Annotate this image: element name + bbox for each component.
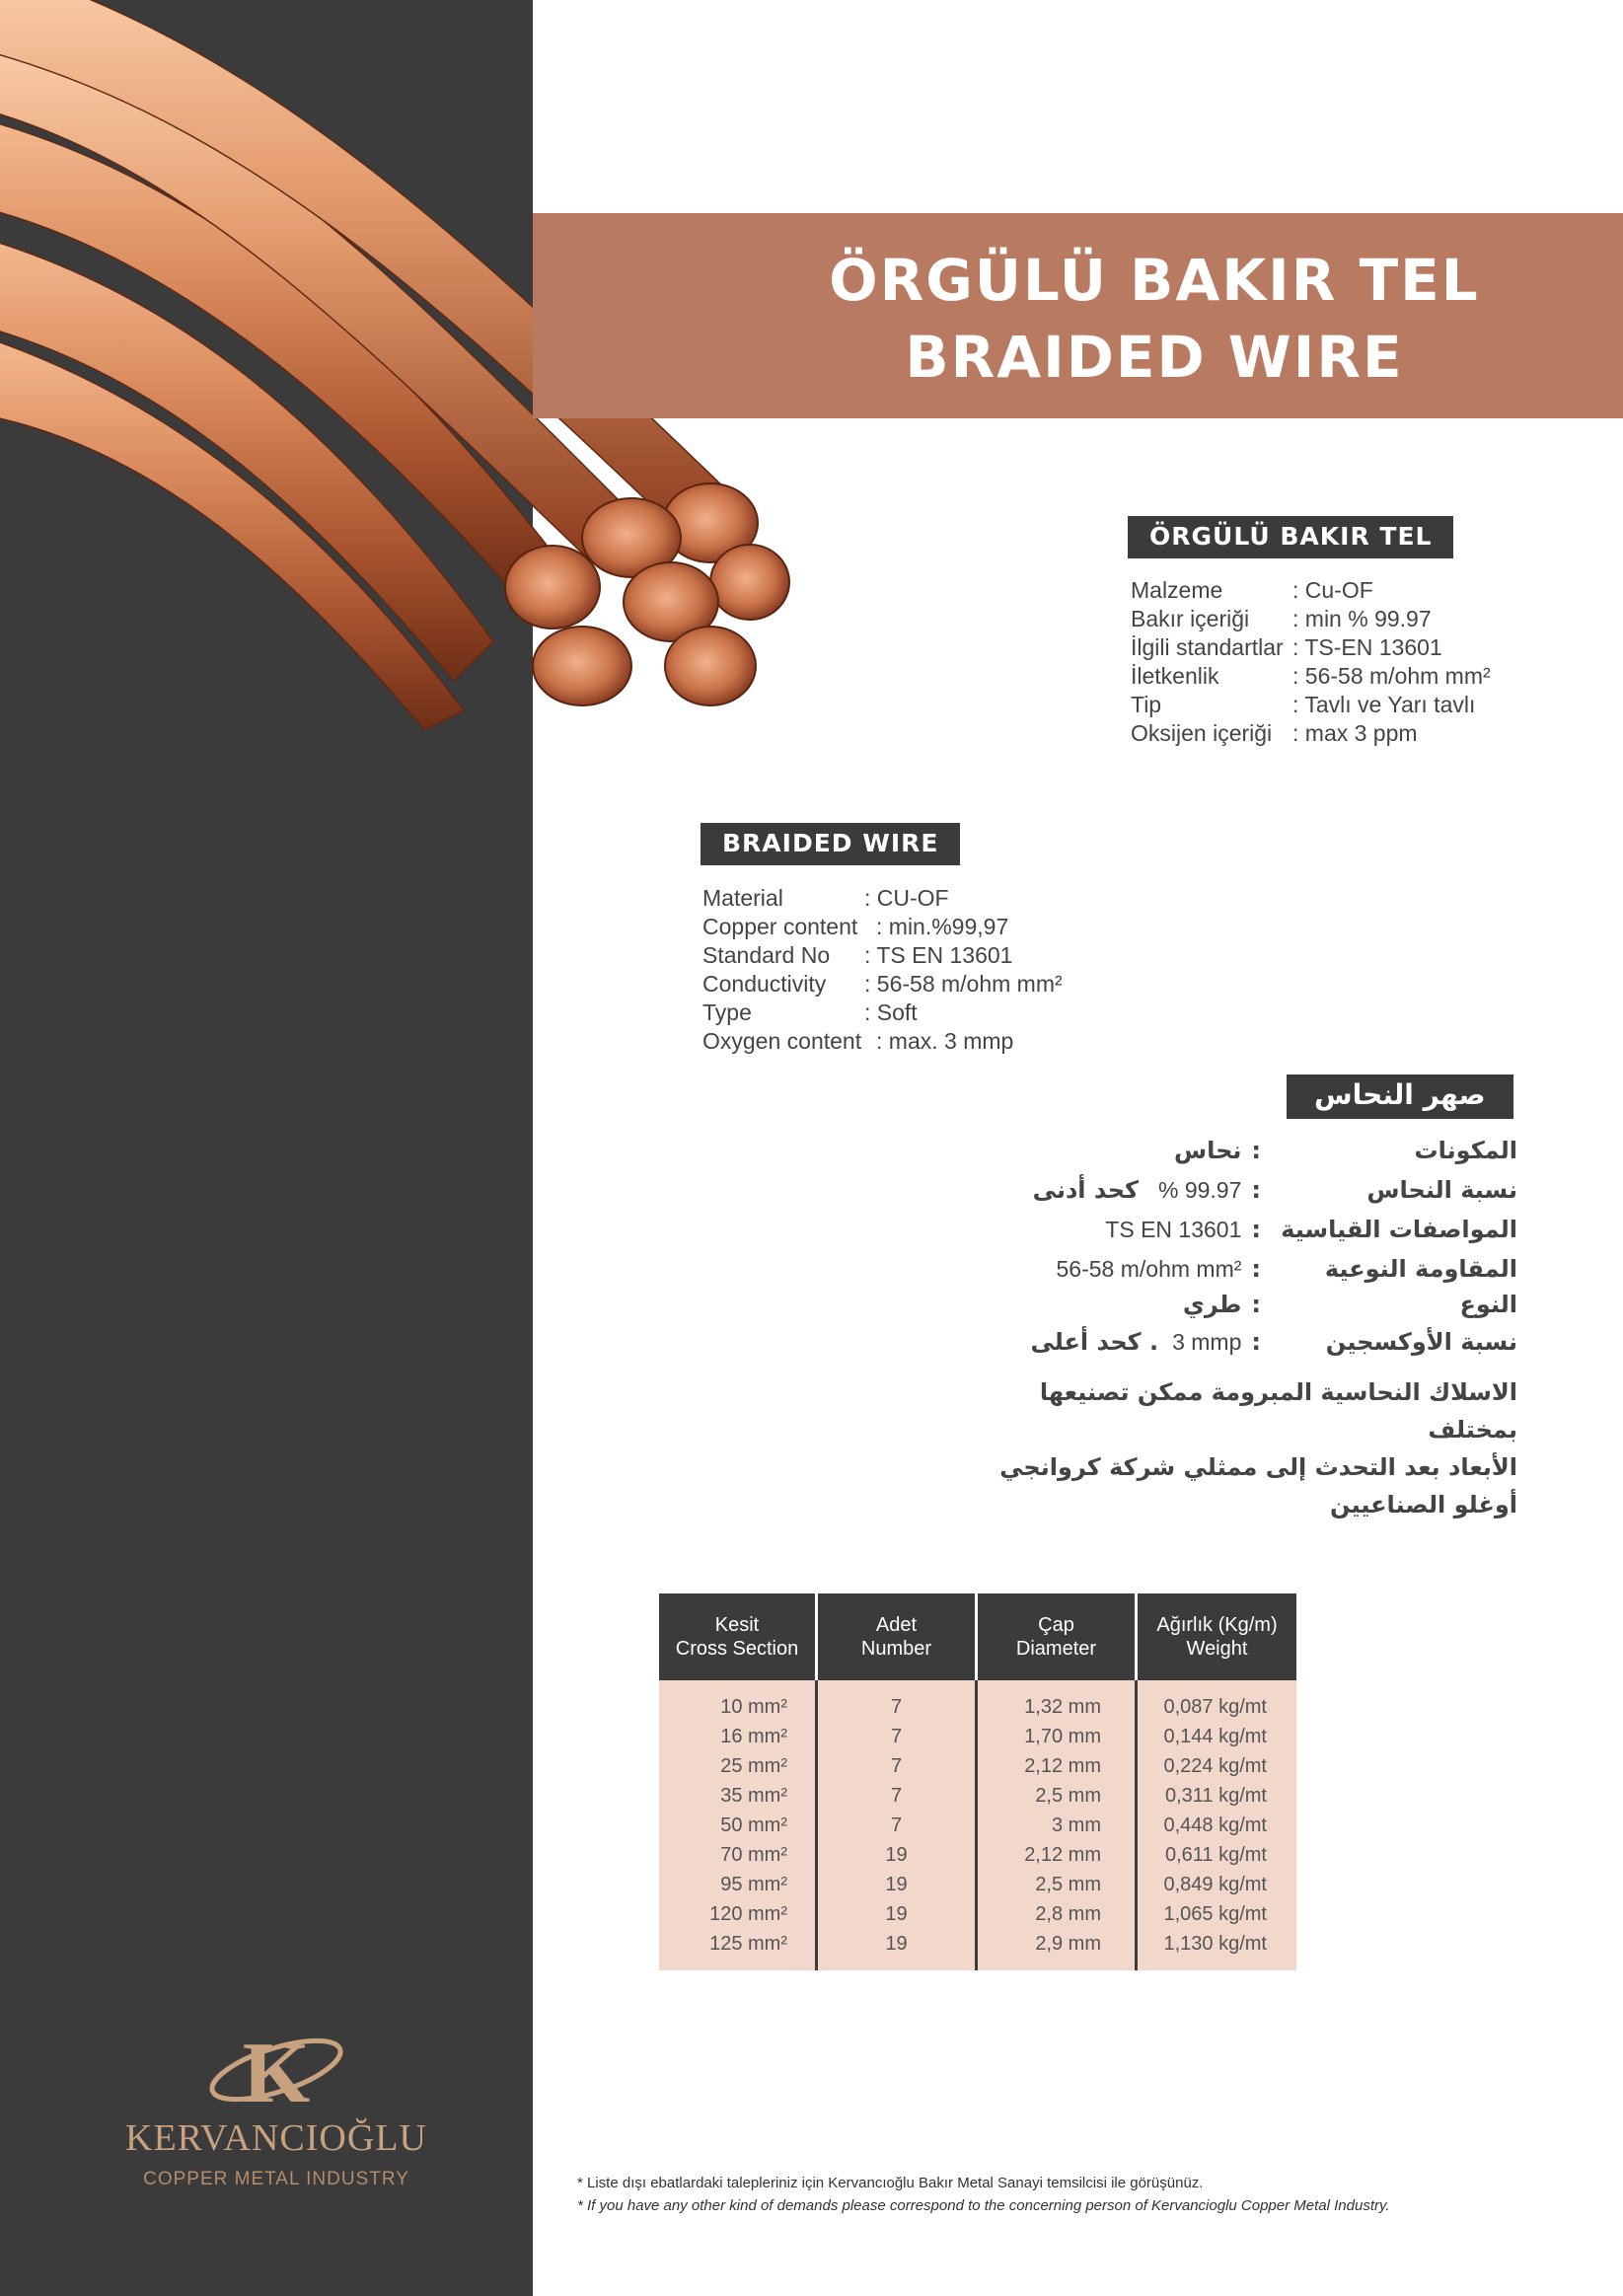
table-cell: 1,130 kg/mt [1137, 1929, 1297, 1970]
spec-label: Material [702, 885, 783, 911]
company-name: KERVANCIOĞLU [125, 2117, 427, 2159]
spec-value: : 56-58 m/ohm mm² [1292, 663, 1491, 689]
spec-value: : min % 99.97 [1292, 606, 1432, 631]
spec-value: : max. 3 mmp [876, 1028, 1014, 1054]
table-cell: 7 [817, 1811, 977, 1840]
arabic-spec-number: % 99.97 [1157, 1177, 1242, 1203]
banner-title-tr: ÖRGÜLÜ BAKIR TEL [829, 247, 1480, 314]
spec-value: : Soft [864, 1000, 918, 1025]
table-cell: 0,611 kg/mt [1137, 1840, 1297, 1870]
table-cell: 3 mm [977, 1811, 1137, 1840]
table-cell: 0,849 kg/mt [1137, 1870, 1297, 1899]
spec-value: : 56-58 m/ohm mm² [864, 971, 1063, 997]
arabic-note-line: أوغلو الصناعيين [1329, 1491, 1517, 1518]
table-row [659, 1929, 1296, 1970]
arabic-note [965, 1373, 1517, 1523]
table-row [659, 1870, 1296, 1899]
spec-row [702, 913, 1063, 941]
spec-value: : Tavlı ve Yarı tavlı [1292, 692, 1476, 717]
arabic-note-line: الأبعاد بعد التحدث إلى ممثلي شركة كروانجي [999, 1453, 1517, 1481]
spec-label: Conductivity [702, 971, 827, 997]
arabic-spec-suffix: . كحد أعلى [1030, 1328, 1159, 1356]
spec-value: : Cu-OF [1292, 577, 1373, 603]
arabic-spec-number: 56-58 m/ohm mm² [1056, 1256, 1242, 1282]
footer-note-tr: * Liste dışı ebatlardaki talepleriniz için Kervancıoğlu Bakır Metal Sanayi temsilcisi ile görüşünüz. [577, 2175, 1204, 2191]
spec-label: Tip [1131, 692, 1162, 717]
table-cell: 70 mm² [659, 1840, 817, 1870]
arabic-spec-number: 3 mmp [1172, 1329, 1242, 1355]
arabic-spec-number: TS EN 13601 [1105, 1217, 1242, 1242]
table-cell: 19 [817, 1840, 977, 1870]
table-cell: 0,144 kg/mt [1137, 1722, 1297, 1751]
arabic-spec-row: المقاومة النوعية : 56-58 m/ohm mm² [1056, 1255, 1517, 1283]
dimensions-table [659, 1593, 1296, 1970]
table-cell: 2,12 mm [977, 1751, 1137, 1781]
arabic-spec-suffix: كحد أدنى [1032, 1176, 1139, 1204]
spec-label: Oksijen içeriği [1131, 720, 1273, 746]
kervancioglu-logo-mark [202, 2023, 350, 2116]
spec-row [702, 970, 1063, 999]
arabic-spec-label: المواصفات القياسية [1281, 1216, 1517, 1243]
arabic-spec-row: النوع : طري [1182, 1291, 1517, 1318]
spec-row [1131, 662, 1491, 691]
table-cell: 16 mm² [659, 1722, 817, 1751]
table-header-cell: Kesit Cross Section [659, 1593, 817, 1680]
table-cell: 0,224 kg/mt [1137, 1751, 1297, 1781]
table-cell: 35 mm² [659, 1781, 817, 1811]
arabic-note-line: الاسلاك النحاسية المبرومة ممكن تصنيعها بمختلف [1039, 1378, 1517, 1444]
table-cell: 7 [817, 1722, 977, 1751]
table-cell: 19 [817, 1870, 977, 1899]
table-cell: 19 [817, 1899, 977, 1929]
turkish-spec-list [1131, 576, 1491, 748]
table-header-cell: Çap Diameter [977, 1593, 1137, 1680]
spec-row [702, 999, 1063, 1027]
spec-row [702, 1027, 1063, 1056]
table-row [659, 1811, 1296, 1840]
spec-value: : max 3 ppm [1292, 720, 1418, 746]
table-cell: 2,5 mm [977, 1870, 1137, 1899]
spec-row [702, 941, 1063, 970]
turkish-section-title: ÖRGÜLÜ BAKIR TEL [1128, 516, 1453, 558]
banner-title-en: BRAIDED WIRE [905, 324, 1404, 391]
arabic-spec-label: النوع [1459, 1291, 1517, 1318]
spec-label: Type [702, 1000, 752, 1025]
arabic-spec-row: نسبة الأوكسجين : 3 mmp . كحد أعلى [1030, 1328, 1517, 1356]
arabic-spec-label: نسبة النحاس [1366, 1176, 1517, 1204]
arabic-spec-value: طري [1182, 1291, 1242, 1318]
spec-label: Malzeme [1131, 577, 1223, 603]
table-row [659, 1840, 1296, 1870]
table-cell: 50 mm² [659, 1811, 817, 1840]
table-row [659, 1899, 1296, 1929]
spec-row [1131, 719, 1491, 748]
table-row [659, 1781, 1296, 1811]
table-cell: 2,9 mm [977, 1929, 1137, 1970]
arabic-spec-label: نسبة الأوكسجين [1325, 1328, 1517, 1356]
spec-value: : CU-OF [864, 885, 949, 911]
table-cell: 2,5 mm [977, 1781, 1137, 1811]
arabic-spec-row: المواصفات القياسية : TS EN 13601 [1105, 1216, 1517, 1243]
spec-row [702, 884, 1063, 913]
arabic-spec-row: المكونات : نحاس [1173, 1137, 1517, 1164]
table-cell: 125 mm² [659, 1929, 817, 1970]
title-banner [533, 213, 1623, 418]
spec-label: Standard No [702, 942, 831, 968]
table-cell: 0,311 kg/mt [1137, 1781, 1297, 1811]
table-cell: 7 [817, 1781, 977, 1811]
table-cell: 7 [817, 1680, 977, 1722]
spec-label: Oxygen content [702, 1028, 862, 1054]
table-row [659, 1680, 1296, 1722]
table-cell: 95 mm² [659, 1870, 817, 1899]
table-body [659, 1680, 1296, 1970]
english-spec-list [702, 884, 1063, 1056]
table-cell: 2,8 mm [977, 1899, 1137, 1929]
spec-row [1131, 633, 1491, 662]
table-cell: 120 mm² [659, 1899, 817, 1929]
table-row [659, 1722, 1296, 1751]
table-header-cell: Ağırlık (Kg/m) Weight [1137, 1593, 1297, 1680]
table-header-cell: Adet Number [817, 1593, 977, 1680]
arabic-spec-label: المكونات [1414, 1137, 1517, 1164]
spec-value: : min.%99,97 [876, 914, 1009, 939]
spec-label: Bakır içeriği [1131, 606, 1250, 631]
spec-row [1131, 576, 1491, 605]
table-cell: 0,087 kg/mt [1137, 1680, 1297, 1722]
spec-label: İlgili standartlar [1131, 634, 1284, 660]
table-cell: 1,065 kg/mt [1137, 1899, 1297, 1929]
spec-label: Copper content [702, 914, 858, 939]
arabic-spec-row: نسبة النحاس : % 99.97 كحد أدنى [1032, 1176, 1517, 1204]
company-tagline: COPPER METAL INDUSTRY [143, 2169, 409, 2189]
table-cell: 7 [817, 1751, 977, 1781]
table-cell: 10 mm² [659, 1680, 817, 1722]
spec-row [1131, 605, 1491, 633]
arabic-section-title: صهر النحاس [1287, 1074, 1513, 1119]
spec-row [1131, 691, 1491, 719]
spec-value: : TS EN 13601 [864, 942, 1013, 968]
table-header-row [659, 1593, 1296, 1680]
arabic-spec-value: نحاس [1173, 1137, 1242, 1164]
table-cell: 0,448 kg/mt [1137, 1811, 1297, 1840]
arabic-spec-label: المقاومة النوعية [1324, 1255, 1517, 1283]
footer-note-en: * If you have any other kind of demands please correspond to the concerning person of Kervancioglu Copper Metal Industry. [577, 2197, 1390, 2214]
spec-value: : TS-EN 13601 [1292, 634, 1442, 660]
spec-label: İletkenlik [1131, 663, 1219, 689]
table-cell: 19 [817, 1929, 977, 1970]
english-section-title: BRAIDED WIRE [701, 823, 960, 865]
table-cell: 1,70 mm [977, 1722, 1137, 1751]
table-cell: 25 mm² [659, 1751, 817, 1781]
svg-text:K: K [242, 2026, 311, 2116]
table-cell: 2,12 mm [977, 1840, 1137, 1870]
table-row [659, 1751, 1296, 1781]
table-cell: 1,32 mm [977, 1680, 1137, 1722]
